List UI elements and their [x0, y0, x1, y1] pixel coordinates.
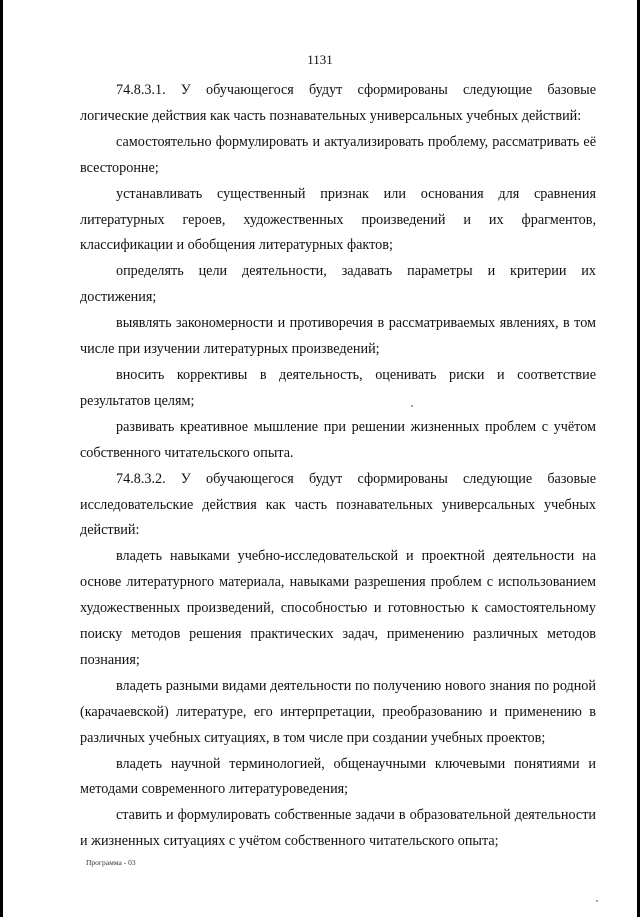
paragraph-section-heading: 74.8.3.2. У обучающегося будут сформированы следующие базовые исследовательские действия как часть познавательных универсальных учебных действий: [80, 470, 596, 539]
page-number: 1131 [307, 52, 333, 67]
footer-label: Программа - 03 [86, 858, 136, 867]
paragraph: выявлять закономерности и противоречия в рассматриваемых явлениях, в том числе при изучении литературных произведений; [80, 315, 596, 358]
paragraph: владеть научной терминологией, общенаучными ключевыми понятиями и методами современного литературоведения; [80, 755, 596, 798]
scan-border-left [0, 0, 3, 917]
paragraph: устанавливать существенный признак или основания для сравнения литературных героев, художественных произведений и их фрагментов, классификации и обобщения литературных фактов; [80, 185, 596, 254]
paragraph: ставить и формулировать собственные задачи в образовательной деятельности и жизненных ситуациях с учётом собственного читательского опыта; [80, 807, 596, 850]
document-body [80, 78, 596, 855]
scan-speck [411, 405, 413, 407]
paragraph-section-heading: 74.8.3.1. У обучающегося будут сформированы следующие базовые логические действия как часть познавательных универсальных учебных действий: [80, 82, 596, 124]
paragraph: самостоятельно формулировать и актуализировать проблему, рассматривать её всесторонне; [80, 133, 596, 176]
paragraph: владеть навыками учебно-исследовательской и проектной деятельности на основе литературного материала, навыками разрешения проблем с использованием художественных произведений, способностью и готовностью к самостоятельному поиску методов решения практических задач, применению различных методов познания; [80, 548, 596, 668]
scan-speck [596, 900, 598, 902]
paragraph: вносить коррективы в деятельность, оценивать риски и соответствие результатов целям; [80, 366, 596, 409]
paragraph: владеть разными видами деятельности по получению нового знания по родной (карачаевской) литературе, его интерпретации, преобразованию и применению в различных учебных ситуациях, в том числе при создании учебных проектов; [80, 677, 596, 746]
paragraph: определять цели деятельности, задавать параметры и критерии их достижения; [80, 263, 596, 306]
paragraph: развивать креативное мышление при решении жизненных проблем с учётом собственного читательского опыта. [80, 418, 596, 461]
